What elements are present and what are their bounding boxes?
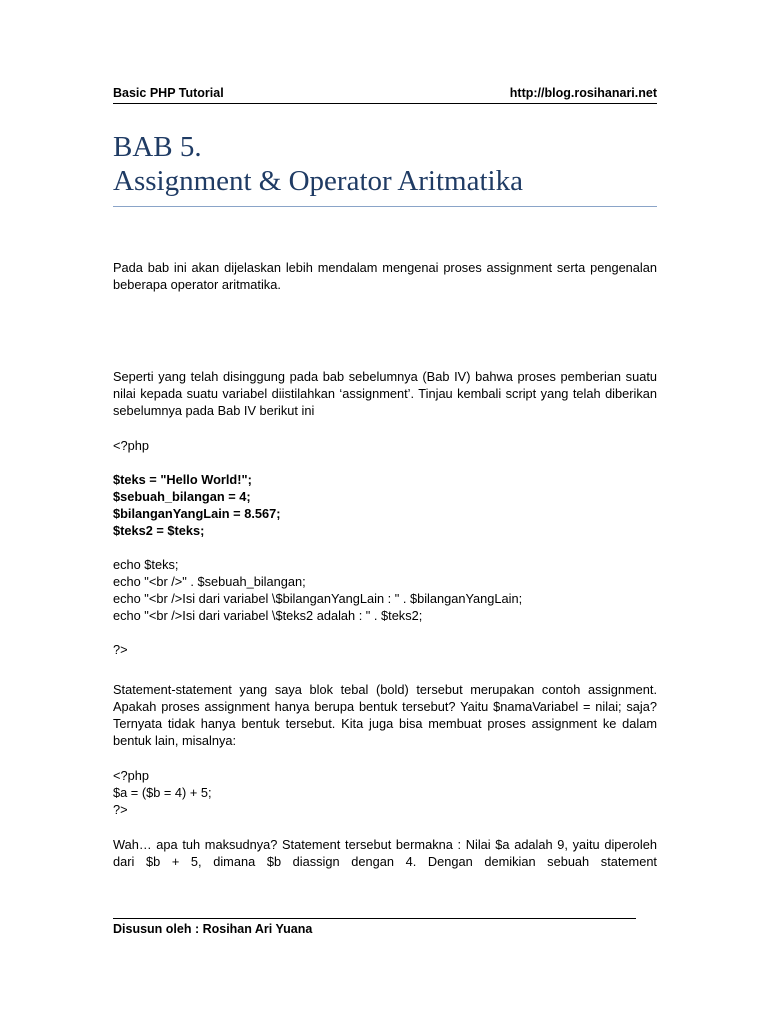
code-line: <?php: [113, 768, 149, 783]
code-line: $a = ($b = 4) + 5;: [113, 785, 212, 800]
footer-divider: [113, 918, 636, 919]
code-line: echo $teks;: [113, 557, 179, 572]
code-block-1: [113, 437, 657, 658]
paragraph-3: Wah… apa tuh maksudnya? Statement tersebut bermakna : Nilai $a adalah 9, yaitu diperoleh dari $b + 5, dimana $b diassign dengan 4. Dengan demikian sebuah statement: [113, 837, 657, 869]
chapter-title: [113, 130, 657, 198]
code-line-bold: $teks2 = $teks;: [113, 523, 205, 538]
paragraph-1: Seperti yang telah disinggung pada bab sebelumnya (Bab IV) bahwa proses pemberian suatu nilai kepada suatu variabel diistilahkan ‘assignment’. Tinjau kembali script yang telah diberikan sebelumnya pada Bab IV berikut ini: [113, 369, 657, 418]
chapter-name: Assignment & Operator Aritmatika: [113, 165, 523, 197]
code-line-bold: $teks = "Hello World!";: [113, 472, 252, 487]
code-line: ?>: [113, 642, 128, 657]
code-line: echo "<br />" . $sebuah_bilangan;: [113, 574, 306, 589]
title-divider: [113, 206, 657, 207]
code-line: echo "<br />Isi dari variabel \$bilanganYangLain : " . $bilanganYangLain;: [113, 591, 523, 606]
page-header: [113, 86, 657, 104]
code-line-bold: $bilanganYangLain = 8.567;: [113, 506, 281, 521]
code-line-bold: $sebuah_bilangan = 4;: [113, 489, 251, 504]
paragraph-2: Statement-statement yang saya blok tebal (bold) tersebut merupakan contoh assignment. Apakah proses assignment hanya berupa bentuk tersebut? Yaitu $namaVariabel = nilai; saja? Ternyata tidak hanya bentuk tersebut. Kita juga bisa membuat proses assignment ke dalam bentuk lain, misalnya:: [113, 682, 657, 748]
header-url: http://blog.rosihanari.net: [509, 86, 657, 100]
code-line: ?>: [113, 802, 128, 817]
code-block-2: [113, 767, 657, 818]
code-line: <?php: [113, 438, 149, 453]
code-line: echo "<br />Isi dari variabel \$teks2 adalah : " . $teks2;: [113, 608, 423, 623]
intro-paragraph: Pada bab ini akan dijelaskan lebih mendalam mengenai proses assignment serta pengenalan beberapa operator aritmatika.: [113, 260, 657, 292]
chapter-number: BAB 5.: [113, 131, 202, 163]
page-footer: Disusun oleh : Rosihan Ari Yuana: [113, 922, 313, 936]
header-title: Basic PHP Tutorial: [113, 86, 224, 100]
